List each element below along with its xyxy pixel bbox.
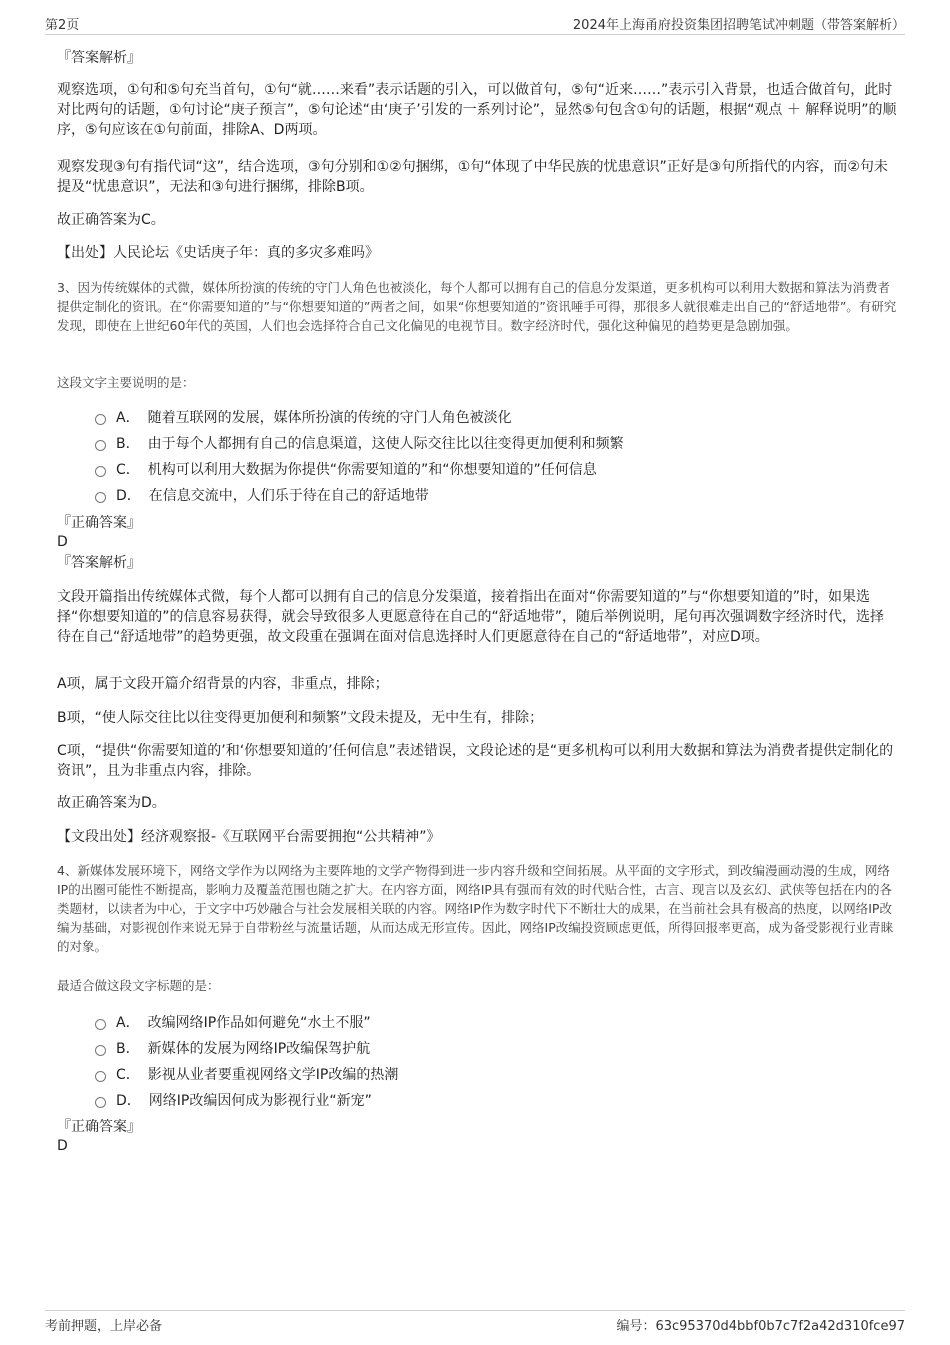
q2-analysis-paragraph-2: 观察发现③句有指代词“这”，结合选项，③句分别和①②句捆绑，①句“体现了中华民族的忧患意识”正好是③句所指代的内容，而②句未提及“忧患意识”，无法和③句进行捆绑，排除B项。 bbox=[57, 159, 888, 195]
q3-question: 这段文字主要说明的是： bbox=[57, 375, 195, 390]
q4-question: 最适合做这段文字标题的是： bbox=[57, 978, 220, 993]
q3-options bbox=[95, 404, 895, 508]
q2-source: 【出处】人民论坛《史话庚子年：真的多灾多难吗》 bbox=[57, 245, 379, 261]
radio-icon[interactable] bbox=[95, 466, 106, 477]
q4-option-d[interactable]: D． 网络IP改编因何成为影视行业“新宠” bbox=[95, 1087, 895, 1113]
q3-conclusion: 故正确答案为D。 bbox=[57, 795, 166, 811]
q3-source: 【文段出处】经济观察报-《互联网平台需要拥抱“公共精神”》 bbox=[57, 829, 441, 845]
radio-icon[interactable] bbox=[95, 1071, 106, 1082]
q3-option-a[interactable]: A． 随着互联网的发展，媒体所扮演的传统的守门人角色被淡化 bbox=[95, 404, 895, 430]
radio-icon[interactable] bbox=[95, 440, 106, 451]
page-footer bbox=[45, 1310, 905, 1337]
q3-option-c[interactable]: C． 机构可以利用大数据为你提供“你需要知道的”和“你想要知道的”任何信息 bbox=[95, 456, 895, 482]
radio-icon[interactable] bbox=[95, 1019, 106, 1030]
q4-answer-label: 『正确答案』 bbox=[57, 1119, 141, 1135]
radio-icon[interactable] bbox=[95, 414, 106, 425]
q3-stem: 3、因为传统媒体的式微，媒体所扮演的传统的守门人角色也被淡化，每个人都可以拥有自己的信息分发渠道，更多机构可以利用大数据和算法为消费者提供定制化的资讯。在“你需要知道的”与“你想要知道的”两者之间，如果“你想要知道的”资讯唾手可得，那很多人就很难走出自己的“舒适地带”。有研究发现，即使在上世纪60年代的英国，人们也会选择符合自己文化偏见的电视节目。数字经济时代，强化这种偏见的趋势更是急剧加强。 bbox=[57, 280, 897, 333]
q3-option-d[interactable]: D． 在信息交流中，人们乐于待在自己的舒适地带 bbox=[95, 482, 895, 508]
radio-icon[interactable] bbox=[95, 1045, 106, 1056]
radio-icon[interactable] bbox=[95, 1097, 106, 1108]
q3-answer: D bbox=[57, 534, 68, 550]
q3-analysis-label: 『答案解析』 bbox=[57, 555, 141, 571]
q3-option-b[interactable]: B． 由于每个人都拥有自己的信息渠道，这使人际交往比以往变得更加便利和频繁 bbox=[95, 430, 895, 456]
q2-analysis-paragraph-1: 观察选项，①句和⑤句充当首句，①句“就……来看”表示话题的引入，可以做首句，⑤句“近来……”表示引入背景，也适合做首句，此时对比两句的话题，①句讨论“庚子预言”，⑤句论述“由‘庚子’引发的一系列讨论”，显然⑤句包含①句的话题，根据“观点 ＋ 解释说明”的顺序，⑤句应该在①句前面，排除A、D两项。 bbox=[57, 82, 897, 138]
document-title: 2024年上海甬府投资集团招聘笔试冲刺题（带答案解析） bbox=[572, 18, 905, 33]
q3-answer-label: 『正确答案』 bbox=[57, 515, 141, 531]
q3-analysis-paragraph-3: B项，“使人际交往比以往变得更加便利和频繁”文段未提及，无中生有，排除； bbox=[57, 710, 544, 726]
q4-options bbox=[95, 1009, 895, 1113]
page-header bbox=[45, 12, 905, 35]
page-number: 第2页 bbox=[45, 18, 80, 33]
radio-icon[interactable] bbox=[95, 492, 106, 503]
q3-analysis-paragraph-2: A项，属于文段开篇介绍背景的内容，非重点，排除； bbox=[57, 676, 389, 692]
q2-conclusion: 故正确答案为C。 bbox=[57, 212, 165, 228]
q4-option-b[interactable]: B． 新媒体的发展为网络IP改编保驾护航 bbox=[95, 1035, 895, 1061]
q4-option-a[interactable]: A． 改编网络IP作品如何避免“水土不服” bbox=[95, 1009, 895, 1035]
q4-option-c[interactable]: C． 影视从业者要重视网络文学IP改编的热潮 bbox=[95, 1061, 895, 1087]
footer-slogan: 考前押题，上岸必备 bbox=[45, 1319, 163, 1334]
footer-doc-id: 编号：63c95370d4bbf0b7c7f2a42d310fce97 bbox=[616, 1319, 905, 1334]
q2-analysis-label: 『答案解析』 bbox=[57, 50, 141, 66]
q3-analysis-paragraph-1: 文段开篇指出传统媒体式微，每个人都可以拥有自己的信息分发渠道，接着指出在面对“你需要知道的”与“你想要知道的”时，如果选择“你想要知道的”的信息容易获得，就会导致很多人更愿意待在自己的“舒适地带”，随后举例说明，尾句再次强调数字经济时代，选择待在自己“舒适地带”的趋势更强，故文段重在强调在面对信息选择时人们更愿意待在自己的“舒适地带”，对应D项。 bbox=[57, 589, 885, 645]
q3-analysis-paragraph-4: C项，“提供“你需要知道的’和‘你想要知道的’任何信息”表述错误，文段论述的是“更多机构可以利用大数据和算法为消费者提供定制化的资讯”，且为非重点内容，排除。 bbox=[57, 743, 894, 779]
q4-stem: 4、新媒体发展环境下，网络文学作为以网络为主要阵地的文学产物得到进一步内容升级和空间拓展。从平面的文字形式，到改编漫画动漫的生成，网络IP的出圈可能性不断提高，影响力及覆盖范围也随之扩大。在内容方面，网络IP具有强而有效的时代贴合性，古言、现言以及玄幻、武侠等包括在内的各类题材，以读者为中心，于文字中巧妙融合与社会发展相关联的内容。网络IP作为数字时代下不断壮大的成果，在当前社会具有极高的热度，以网络IP改编为基础，对影视创作来说无异于自带粉丝与流量话题，从而达成无形宣传。因此，网络IP改编投资顾虑更低，所得回报率更高，成为备受影视行业青睐的对象。 bbox=[57, 863, 894, 954]
q4-answer: D bbox=[57, 1138, 68, 1154]
